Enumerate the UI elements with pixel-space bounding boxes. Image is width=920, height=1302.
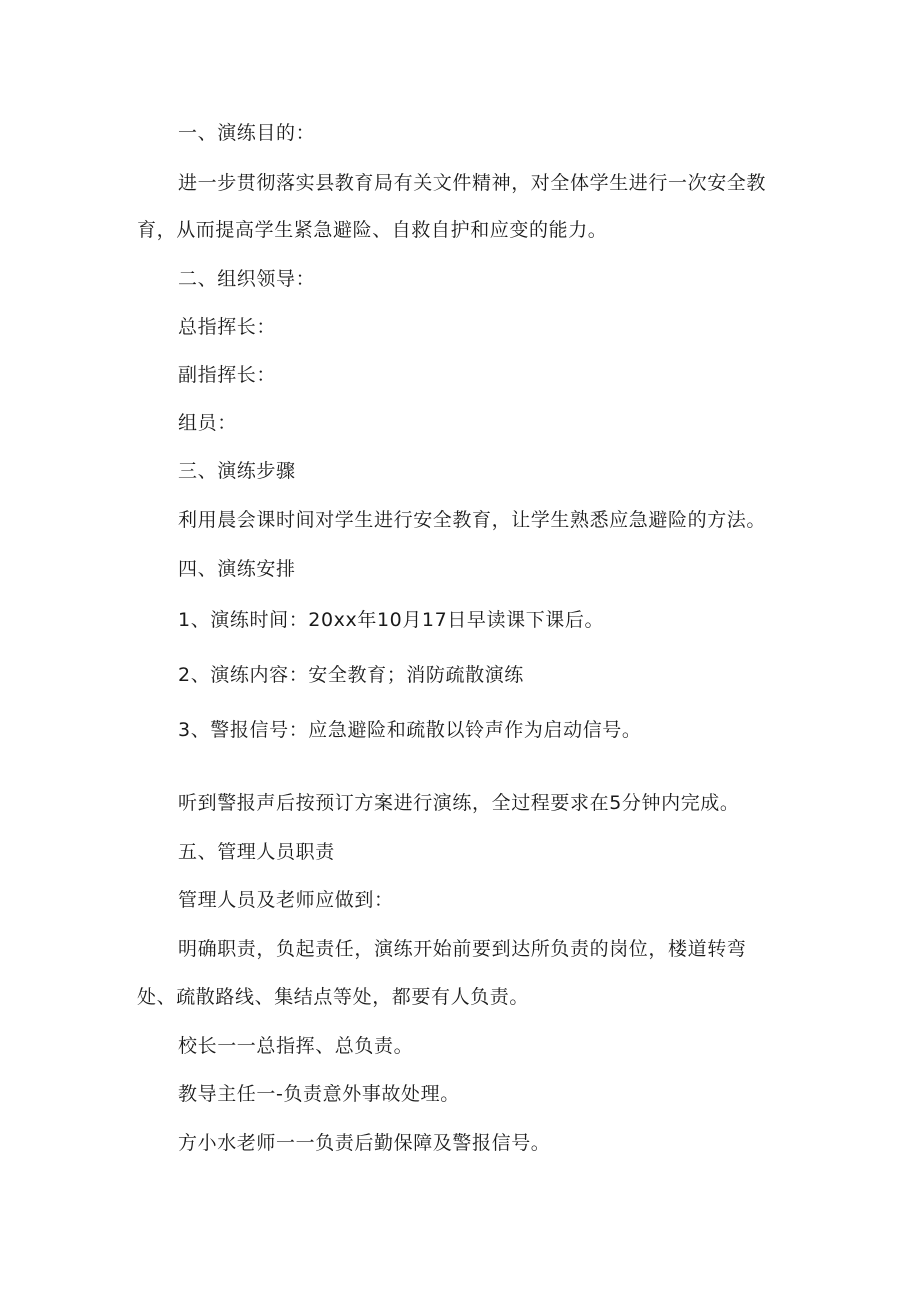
- paragraph-duties-line-2: 处、疏散路线、集结点等处，都要有人负责。: [137, 986, 530, 1008]
- text-teacher-role: 方小水老师一一负责后勤保障及警报信号。: [178, 1132, 551, 1154]
- heading-drill-purpose: 一、演练目的：: [178, 122, 316, 144]
- paragraph-drill-steps: 利用晨会课时间对学生进行安全教育，让学生熟悉应急避险的方法。: [178, 509, 767, 531]
- text-dean-role: 教导主任一-负责意外事故处理。: [178, 1083, 460, 1105]
- text-chief-commander: 总指挥长：: [178, 316, 277, 338]
- text-managers-should: 管理人员及老师应做到：: [178, 889, 394, 911]
- paragraph-purpose-line-1: 进一步贯彻落实县教育局有关文件精神，对全体学生进行一次安全教: [178, 172, 767, 194]
- text-principal-role: 校长一一总指挥、总负责。: [178, 1035, 414, 1057]
- item-drill-content: 2、演练内容：安全教育；消防疏散演练: [178, 664, 524, 686]
- item-drill-time: 1、演练时间：20xx年10月17日早读课下课后。: [178, 609, 605, 631]
- heading-manager-duties: 五、管理人员职责: [178, 841, 335, 863]
- paragraph-after-alarm: 听到警报声后按预订方案进行演练，全过程要求在5分钟内完成。: [178, 792, 740, 814]
- paragraph-purpose-line-2: 育，从而提高学生紧急避险、自救自护和应变的能力。: [137, 219, 608, 241]
- heading-organization: 二、组织领导：: [178, 268, 316, 290]
- text-members: 组员：: [178, 412, 237, 434]
- paragraph-duties-line-1: 明确职责，负起责任，演练开始前要到达所负责的岗位，楼道转弯: [178, 938, 747, 960]
- item-alarm-signal: 3、警报信号：应急避险和疏散以铃声作为启动信号。: [178, 719, 642, 741]
- text-deputy-commander: 副指挥长：: [178, 364, 277, 386]
- heading-drill-steps: 三、演练步骤: [178, 460, 296, 482]
- heading-drill-arrangement: 四、演练安排: [178, 558, 296, 580]
